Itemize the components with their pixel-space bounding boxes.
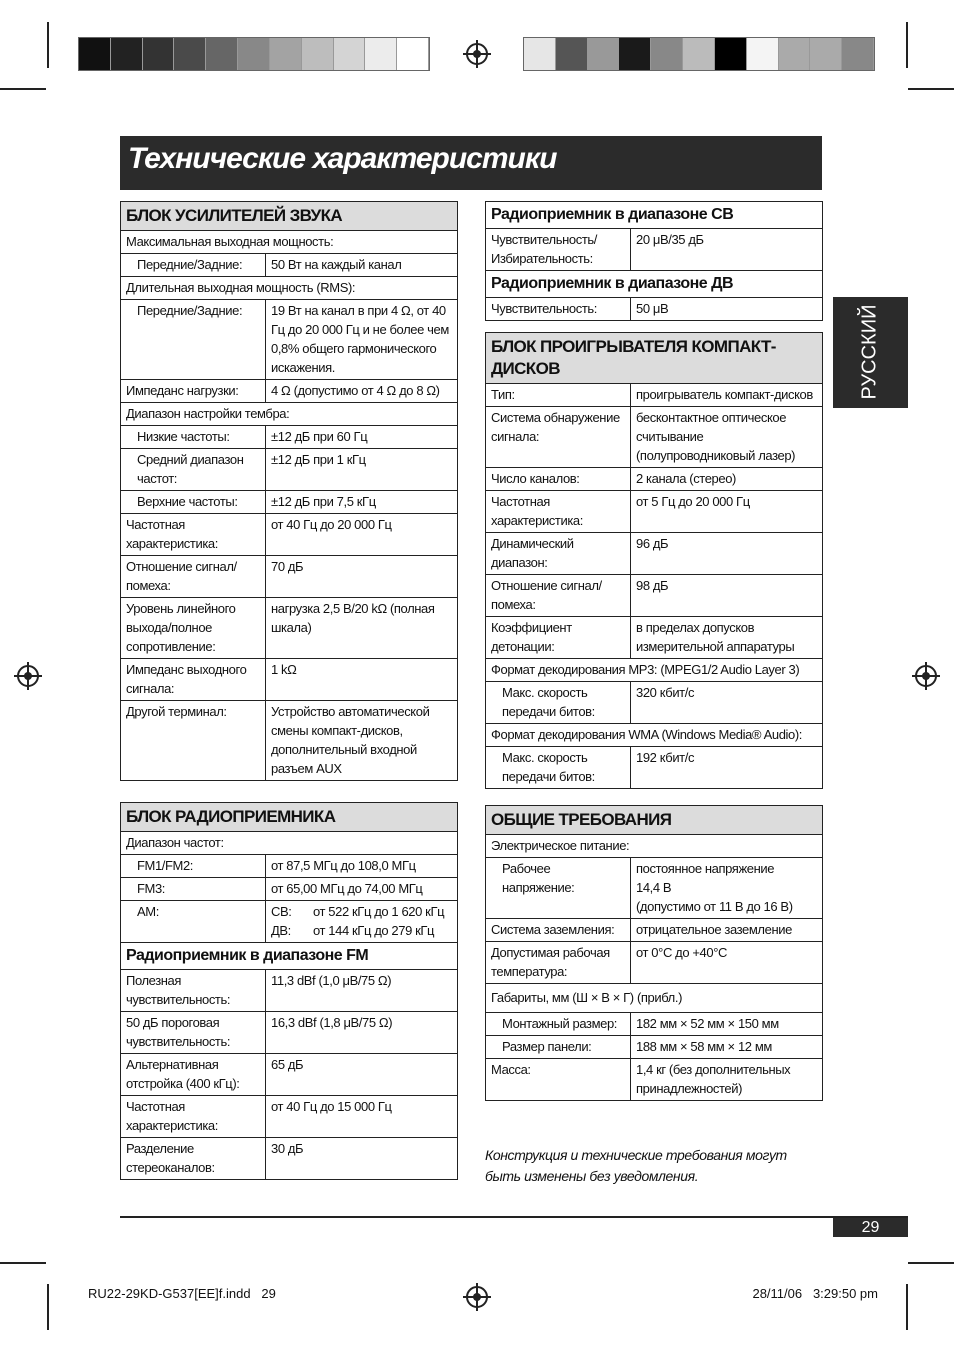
color-swatch <box>238 38 270 70</box>
color-swatch <box>270 38 302 70</box>
color-swatch <box>365 38 397 70</box>
spec-label: Число каналов: <box>486 468 631 491</box>
spec-label: Полезная чувствительность: <box>121 970 266 1012</box>
band-value: от 144 кГц до 279 кГц <box>313 923 435 938</box>
mw-subheader: Радиоприемник в диапазоне СВ <box>486 202 823 229</box>
tuner-specs-table <box>120 802 458 1180</box>
spec-label: Макс. скорость передачи битов: <box>486 747 631 789</box>
spec-label: Средний диапазон частот: <box>121 449 266 491</box>
color-swatch <box>524 38 556 70</box>
spec-label: Уровень линейного выхода/полное сопротивление: <box>121 598 266 659</box>
spec-value: в пределах допусков измерительной аппаратуры <box>631 617 823 659</box>
spec-value: отрицательное заземление <box>631 919 823 942</box>
spec-label: Передние/Задние: <box>121 254 266 277</box>
spec-value: от 40 Гц до 15 000 Гц <box>266 1096 458 1138</box>
spec-value: от 40 Гц до 20 000 Гц <box>266 514 458 556</box>
spec-label: Импеданс выходного сигнала: <box>121 659 266 701</box>
spec-label: FM1/FM2: <box>121 855 266 878</box>
spec-value: 1 kΩ <box>266 659 458 701</box>
spec-label: Коэффициент детонации: <box>486 617 631 659</box>
color-swatch <box>111 38 143 70</box>
spec-value: 4 Ω (допустимо от 4 Ω до 8 Ω) <box>266 380 458 403</box>
spec-value: ±12 дБ при 1 кГц <box>266 449 458 491</box>
color-swatch <box>619 38 651 70</box>
spec-value: ±12 дБ при 60 Гц <box>266 426 458 449</box>
amp-header: БЛОК УСИЛИТЕЛЕЙ ЗВУКА <box>121 202 458 231</box>
color-swatch <box>715 38 747 70</box>
spec-change-note: Конструкция и технические требования могут быть изменены без уведомления. <box>485 1147 787 1184</box>
spec-label: Диапазон настройки тембра: <box>121 403 458 426</box>
spec-label: Чувствительность/ Избирательность: <box>486 229 631 271</box>
spec-value: 30 дБ <box>266 1138 458 1180</box>
band-value: от 522 кГц до 1 620 кГц <box>313 904 445 919</box>
spec-label: Диапазон частот: <box>121 832 458 855</box>
spec-label: Масса: <box>486 1059 631 1101</box>
spec-label: Электрическое питание: <box>486 835 823 858</box>
registration-mark-icon <box>466 1286 488 1308</box>
color-swatch <box>651 38 683 70</box>
color-swatch <box>556 38 588 70</box>
crop-mark <box>908 88 954 90</box>
registration-mark-icon <box>466 43 488 65</box>
band-label: СВ: <box>271 904 292 919</box>
spec-value: 50 Вт на каждый канал <box>266 254 458 277</box>
spec-label: Динамический диапазон: <box>486 533 631 575</box>
language-tab-label: РУССКИЙ <box>858 304 881 400</box>
mw-lw-specs-table <box>485 201 823 321</box>
am-sw-row <box>271 902 452 921</box>
spec-label: 50 дБ пороговая чувствительность: <box>121 1012 266 1054</box>
spec-label: Тип: <box>486 384 631 407</box>
color-swatches-right <box>523 37 875 71</box>
spec-value: бесконтактное оптическое считывание (полупроводниковый лазер) <box>631 407 823 468</box>
color-swatch <box>779 38 811 70</box>
spec-value: от 65,00 МГц до 74,00 МГц <box>266 878 458 901</box>
color-swatch <box>174 38 206 70</box>
color-swatches-left <box>78 37 430 71</box>
crop-mark <box>908 1262 954 1264</box>
spec-label: Максимальная выходная мощность: <box>121 231 458 254</box>
crop-mark <box>906 1284 908 1330</box>
spec-value: 20 μВ/35 дБ <box>631 229 823 271</box>
spec-value: Устройство автоматической смены компакт-дисков, дополнительный входной разъем AUX <box>266 701 458 781</box>
spec-label: Формат декодирования MP3: (MPEG1/2 Audio Layer 3) <box>486 659 823 682</box>
spec-label: Альтернативная отстройка (400 кГц): <box>121 1054 266 1096</box>
crop-mark <box>906 22 908 68</box>
spec-value: 70 дБ <box>266 556 458 598</box>
spec-label: Передние/Задние: <box>121 300 266 380</box>
color-swatch <box>747 38 779 70</box>
tuner-header: БЛОК РАДИОПРИЕМНИКА <box>121 803 458 832</box>
spec-label: Система заземления: <box>486 919 631 942</box>
spec-value: проигрыватель компакт-дисков <box>631 384 823 407</box>
spec-label: Частотная характеристика: <box>121 514 266 556</box>
color-swatch <box>143 38 175 70</box>
spec-label: Чувствительность: <box>486 298 631 321</box>
language-tab <box>833 297 908 408</box>
spec-value: постоянное напряжение 14,4 В (допустимо от 11 В до 16 В) <box>631 858 823 919</box>
spec-value: 188 мм × 58 мм × 12 мм <box>631 1036 823 1059</box>
color-swatch <box>206 38 238 70</box>
spec-value: 50 μВ <box>631 298 823 321</box>
spec-label: Частотная характеристика: <box>121 1096 266 1138</box>
page-title: Технические характеристики <box>128 142 557 175</box>
registration-mark-icon <box>17 665 39 687</box>
spec-value: 1,4 кг (без дополнительных принадлежностей) <box>631 1059 823 1101</box>
fm-subheader: Радиоприемник в диапазоне FM <box>121 943 458 970</box>
spec-label: FM3: <box>121 878 266 901</box>
spec-value: 65 дБ <box>266 1054 458 1096</box>
color-swatch <box>79 38 111 70</box>
spec-label: Импеданс нагрузки: <box>121 380 266 403</box>
page-number: 29 <box>833 1218 908 1237</box>
spec-value: 182 мм × 52 мм × 150 мм <box>631 1013 823 1036</box>
spec-value: от 5 Гц до 20 000 Гц <box>631 491 823 533</box>
spec-label: Рабочее напряжение: <box>486 858 631 919</box>
cd-header: БЛОК ПРОИГРЫВАТЕЛЯ КОМПАКТ-ДИСКОВ <box>486 333 823 384</box>
crop-mark <box>0 1262 46 1264</box>
spec-label: Монтажный размер: <box>486 1013 631 1036</box>
footer-file-info: RU22-29KD-G537[EE]f.indd 29 <box>88 1286 276 1301</box>
spec-label: Система обнаружение сигнала: <box>486 407 631 468</box>
spec-label: Низкие частоты: <box>121 426 266 449</box>
spec-value: от 87,5 МГц до 108,0 МГц <box>266 855 458 878</box>
color-swatch <box>842 38 874 70</box>
spec-value: 96 дБ <box>631 533 823 575</box>
registration-mark-icon <box>915 665 937 687</box>
spec-value: 320 кбит/с <box>631 682 823 724</box>
footer-rule <box>120 1216 908 1218</box>
crop-mark <box>47 1284 49 1330</box>
general-specs-table <box>485 805 823 1101</box>
general-header: ОБЩИЕ ТРЕБОВАНИЯ <box>486 806 823 835</box>
spec-label: Допустимая рабочая температура: <box>486 942 631 984</box>
band-label: ДВ: <box>271 923 291 938</box>
spec-label: Макс. скорость передачи битов: <box>486 682 631 724</box>
spec-label: Разделение стереоканалов: <box>121 1138 266 1180</box>
spec-label: Габариты, мм (Ш × В × Г) (прибл.) <box>486 984 823 1013</box>
spec-value: нагрузка 2,5 В/20 kΩ (полная шкала) <box>266 598 458 659</box>
spec-label: Отношение сигнал/ помеха: <box>121 556 266 598</box>
spec-value: 192 кбит/с <box>631 747 823 789</box>
spec-value: 19 Вт на канал в при 4 Ω, от 40 Гц до 20 000 Гц и не более чем 0,8% общего гармонического искажения. <box>266 300 458 380</box>
spec-value: 11,3 dBf (1,0 μВ/75 Ω) <box>266 970 458 1012</box>
color-swatch <box>302 38 334 70</box>
footer-timestamp: 28/11/06 3:29:50 pm <box>752 1286 878 1301</box>
spec-label: Формат декодирования WMA (Windows Media® Audio): <box>486 724 823 747</box>
crop-mark <box>47 22 49 68</box>
spec-label: Длительная выходная мощность (RMS): <box>121 277 458 300</box>
am-lw-row <box>271 921 452 940</box>
spec-label: Верхние частоты: <box>121 491 266 514</box>
color-swatch <box>810 38 842 70</box>
color-swatch <box>683 38 715 70</box>
color-swatch <box>397 38 429 70</box>
spec-label: Другой терминал: <box>121 701 266 781</box>
crop-mark <box>0 88 46 90</box>
lw-subheader: Радиоприемник в диапазоне ДВ <box>486 271 823 298</box>
spec-value <box>266 901 458 943</box>
spec-label: AM: <box>121 901 266 943</box>
color-swatch <box>588 38 620 70</box>
spec-value: 98 дБ <box>631 575 823 617</box>
cd-specs-table <box>485 332 823 789</box>
amplifier-specs-table <box>120 201 458 781</box>
page-title-bar <box>120 136 822 190</box>
spec-label: Частотная характеристика: <box>486 491 631 533</box>
spec-value: от 0°C до +40°C <box>631 942 823 984</box>
color-swatch <box>334 38 366 70</box>
spec-label: Размер панели: <box>486 1036 631 1059</box>
spec-value: ±12 дБ при 7,5 кГц <box>266 491 458 514</box>
spec-value: 2 канала (стерео) <box>631 468 823 491</box>
spec-label: Отношение сигнал/ помеха: <box>486 575 631 617</box>
spec-value: 16,3 dBf (1,8 μВ/75 Ω) <box>266 1012 458 1054</box>
